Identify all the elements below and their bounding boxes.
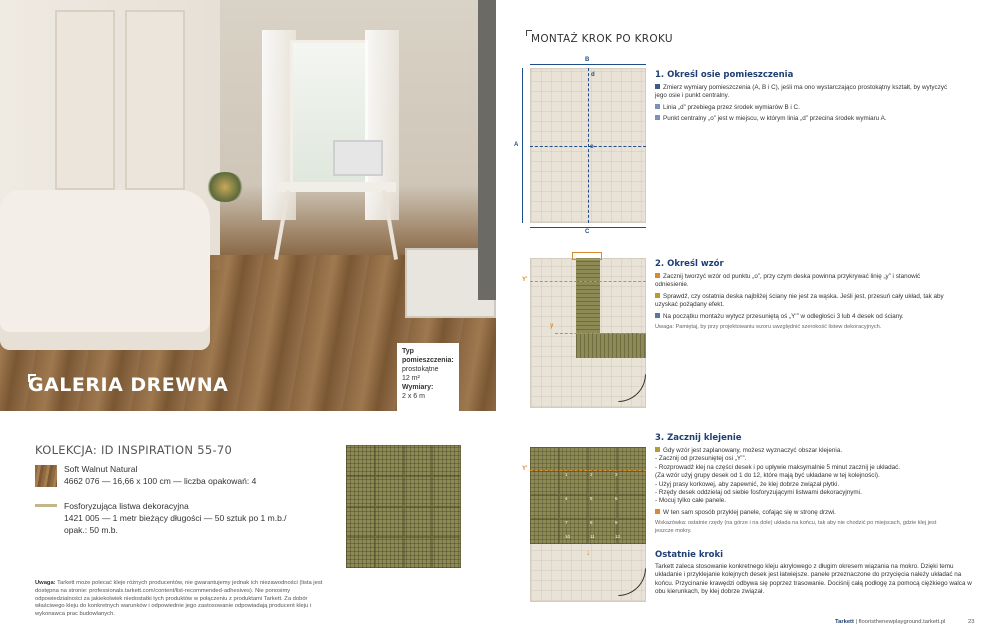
step-3-line: - Użyj prasy korkowej, aby zapewnić, że klej dobrze związał płytki. bbox=[655, 480, 840, 488]
photo-door-panel bbox=[125, 10, 185, 190]
step-3-text bbox=[655, 447, 955, 535]
label-d: d bbox=[591, 72, 595, 78]
step-2-title: 2. Określ wzór bbox=[655, 259, 724, 269]
label-a: A bbox=[514, 142, 519, 148]
bullet-icon bbox=[655, 115, 660, 120]
note-label: Uwaga: bbox=[35, 580, 56, 586]
gallery-title: GALERIA DREWNA bbox=[28, 374, 229, 396]
tarkett-logo-icon: Tarkett bbox=[835, 619, 854, 625]
product-2-details-1: 1421 005 — 1 metr bieżący długości — 50 sztuk po 1 m.b./ bbox=[64, 513, 287, 523]
step-3-title: 3. Zacznij klejenie bbox=[655, 433, 742, 443]
step-1-bullet-3: Punkt centralny „o” jest w miejscu, w którym linia „d” przecina środek wymiaru A. bbox=[663, 115, 887, 123]
plank-number: 3 bbox=[615, 472, 618, 477]
photo-column bbox=[478, 0, 496, 300]
room-dims-label: Wymiary: bbox=[402, 384, 434, 391]
bullet-icon bbox=[655, 447, 660, 452]
page-number: 23 bbox=[968, 619, 975, 625]
wood-swatch-icon bbox=[35, 465, 57, 487]
product-1 bbox=[64, 463, 256, 487]
step-2-note: Uwaga: Pamiętaj, by przy projektowaniu wzoru uwzględnić szerokość listew dekoracyjnych. bbox=[655, 324, 882, 331]
step-3-note: Wskazówka: ostatnie rzędy (na górze i na dole) układa na końcu, tak aby nie chodzić po miejscach, gdzie klej jest jeszcze mokry. bbox=[655, 520, 937, 534]
label-o: o bbox=[590, 144, 594, 150]
arrow-down-icon: ↓ bbox=[586, 548, 590, 557]
label-y-prime: Y' bbox=[522, 277, 528, 283]
plank-number: 4 bbox=[565, 496, 568, 501]
dimension-b-line bbox=[530, 64, 646, 65]
room-area: 12 m² bbox=[402, 375, 420, 382]
step-2-bullet-3: Na początku montażu wytycz przesuniętą oś „Y’” w odległości 3 lub 4 desek od ściany. bbox=[663, 312, 904, 320]
axis-center-line bbox=[530, 146, 646, 147]
axis-y-prime-line bbox=[530, 470, 646, 471]
photo-plant bbox=[205, 172, 245, 202]
bullet-icon bbox=[655, 84, 660, 89]
label-y-prime: Y' bbox=[522, 466, 528, 472]
step-3-bullet-last: W ten sam sposób przyklej panele, cofając się w stronę drzwi. bbox=[663, 508, 836, 516]
bullet-icon bbox=[655, 104, 660, 109]
footer-url[interactable]: flooristhenewplayground.tarkett.pl bbox=[858, 619, 946, 625]
step-2-bullet-1: Zacznij tworzyć wzór od punktu „o”, przy czym deska powinna przykrywać linię „y” i stanowić odniesienie. bbox=[655, 273, 921, 289]
photo-sofa bbox=[0, 190, 210, 350]
dimension-c-line bbox=[530, 227, 646, 228]
photo-desk bbox=[276, 182, 396, 192]
dimension-a-line bbox=[522, 68, 523, 223]
room-dims-value: 2 x 6 m bbox=[402, 393, 425, 400]
product-1-name: Soft Walnut Natural bbox=[64, 464, 138, 474]
plank-number: 12 bbox=[615, 534, 621, 539]
pattern-start-marker bbox=[572, 252, 602, 260]
plank-number: 10 bbox=[565, 534, 571, 539]
plank-number: 2 bbox=[590, 472, 593, 477]
label-y: y bbox=[550, 323, 554, 329]
plank-number: 5 bbox=[590, 496, 593, 501]
bullet-icon bbox=[655, 313, 660, 318]
product-2 bbox=[64, 500, 287, 536]
plank-number: 7 bbox=[565, 520, 568, 525]
plank-number: 9 bbox=[615, 520, 618, 525]
strip-swatch-icon bbox=[35, 504, 57, 507]
step-1-title: 1. Określ osie pomieszczenia bbox=[655, 70, 794, 80]
bullet-icon bbox=[655, 509, 660, 514]
step-3-line: - Rzędy desek oddzielaj od siebie fosforyzującymi listwami dekoracyjnymi. bbox=[655, 489, 862, 497]
bullet-icon bbox=[655, 293, 660, 298]
collection-title: KOLEKCJA: ID INSPIRATION 55-70 bbox=[35, 443, 233, 457]
axis-y-prime-line bbox=[530, 281, 646, 282]
glued-area bbox=[530, 447, 646, 544]
photo-monitor bbox=[333, 140, 383, 176]
bullet-icon bbox=[655, 273, 660, 278]
note-text: Tarkett może polecać kleje różnych producentów, nie gwarantujemy jednak ich niezawodności (lista jest dostępna na stronie: professionals.tarkett.com/content/list-recommended-adhesives). Nie ponosimy odpowiedzialności za jakiekolwiek niedostatki tych produktów w połączeniu z produktami Tarkett. Za dobór właściwego kleju do konkretnych warunków i odpowiednie jego zastosowanie odpowiadają producent kleju i wykonawca prac budowlanych. bbox=[35, 580, 323, 618]
plank-number: 8 bbox=[590, 520, 593, 525]
product-2-details-2: opak.: 50 m.b. bbox=[64, 525, 118, 535]
floor-pattern-preview bbox=[346, 445, 461, 568]
step-1-bullet-1: Zmierz wymiary pomieszczenia (A, B i C), jeśli ma ono wystarczająco prostokątny kształt, by wytyczyć jego osie i punkt centralny. bbox=[655, 84, 948, 100]
page-title: MONTAŻ KROK PO KROKU bbox=[531, 33, 673, 45]
step-2-bullet-2: Sprawdź, czy ostatnia deska najbliżej ściany nie jest za wąska. Jeśli jest, przesuń cały układ, tak aby uzyskać pożądany efekt. bbox=[655, 292, 944, 309]
axis-y-line bbox=[555, 333, 646, 334]
product-1-details: 4662 076 — 16,66 x 100 cm — liczba opakowań: 4 bbox=[64, 476, 257, 486]
label-c: C bbox=[585, 229, 590, 235]
step-1-text bbox=[655, 84, 955, 127]
step-3-line: - Mocuj tylko całe panele. bbox=[655, 497, 727, 505]
adhesive-note bbox=[35, 580, 335, 619]
step-3-line: - Rozprowadź klej na części desek i po upływie maksymalnie 5 minut zacznij je układać. bbox=[655, 463, 900, 471]
plank-number: 6 bbox=[615, 496, 618, 501]
plank-number: 1 bbox=[565, 472, 568, 477]
step-1-bullet-2: Linia „d” przebiega przez środek wymiarów B i C. bbox=[663, 103, 800, 111]
label-b: B bbox=[585, 57, 590, 63]
photo-door-panel bbox=[55, 10, 115, 190]
plank-number: 11 bbox=[590, 534, 595, 539]
step-3-line: Gdy wzór jest zaplanowany, możesz wyznaczyć obszar klejenia. bbox=[663, 447, 843, 454]
last-steps-title: Ostatnie kroki bbox=[655, 550, 724, 560]
step-3-line: (Za wzór użyj grupy desek od 1 do 12, które mają być układane w tej kolejności). bbox=[655, 472, 880, 480]
pattern-plank-horizontal bbox=[576, 333, 646, 358]
product-2-name: Fosforyzująca listwa dekoracyjna bbox=[64, 501, 189, 511]
footer: Tarkett | flooristhenewplayground.tarkett.pl bbox=[835, 619, 946, 625]
room-info-box bbox=[397, 343, 459, 411]
room-type-label: Typ pomieszczenia: bbox=[402, 348, 454, 364]
room-type-value: prostokątne bbox=[402, 366, 439, 373]
step-2-text bbox=[655, 273, 955, 335]
step-3-line: - Zacznij od przesuniętej osi „Y’”. bbox=[655, 455, 747, 463]
last-steps-text: Tarkett zaleca stosowanie konkretnego kleju akrylowego z długim okresem wiązania na mokro. Dzięki temu układanie i przyklejanie kolejnych desek jest łatwiejsze. panele przeznaczone do przycięcia należy układać na końcu. Przycinanie krawędzi odbywa się poprzez trasowanie. Dociśnij całą podłogę za pomocą ciężkiego walca w obu kierunkach, by klej dobrze związał. bbox=[655, 563, 972, 596]
